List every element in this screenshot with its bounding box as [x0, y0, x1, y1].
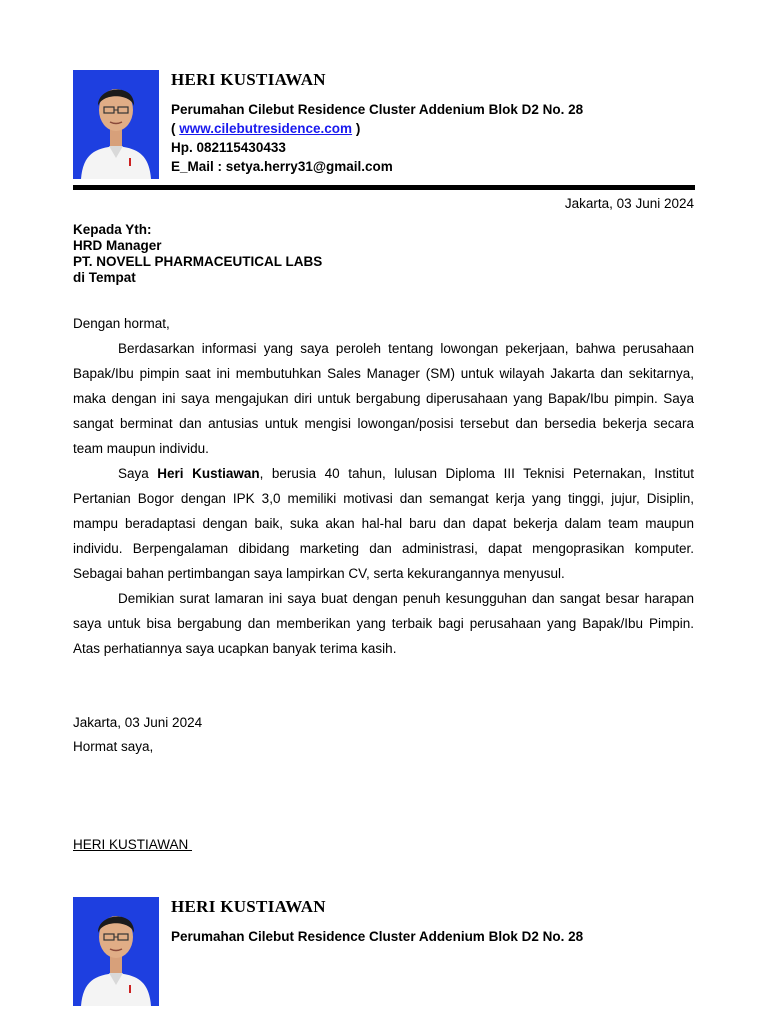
letter-body [73, 311, 694, 661]
header-email: E_Mail : setya.herry31@gmail.com [171, 159, 393, 174]
header-website-line [171, 119, 691, 138]
recipient-block [73, 222, 322, 286]
paragraph-1: Berdasarkan informasi yang saya peroleh tentang lowongan pekerjaan, bahwa perusahaan Bapak/Ibu pimpin saat ini membutuhkan Sales Manager (SM) untuk wilayah Jakarta dan sekitarnya, maka dengan ini saya mengajukan diri untuk bergabung diperusahaan yang Bapak/Ibu pimpin. Saya sangat berminat dan antusias untuk mengisi lowongan/posisi tersebut dan bersedia bekerja secara team maupun individu. [73, 341, 694, 456]
header-address: Perumahan Cilebut Residence Cluster Addenium Blok D2 No. 28 [171, 102, 584, 117]
applicant-name: Heri Kustiawan [157, 466, 260, 481]
closing-block [73, 711, 202, 759]
paragraph-2-rest: , berusia 40 tahun, lulusan Diploma III Teknisi Peternakan, Institut Pertanian Bogor dengan IPK 3,0 memiliki motivasi dan semangat kerja yang tinggi, jujur, Disiplin, mampu beradaptasi dengan baik, suka akan hal-hal baru dan dapat bekerja dalam team maupun individu. Berpengalaman dibidang marketing dan administrasi, dapat mengoprasikan komputer. Sebagai bahan pertimbangan saya lampirkan CV, serta kekurangannya menyusul. [73, 466, 694, 581]
header-divider [73, 185, 695, 190]
recipient-line-4: di Tempat [73, 270, 136, 285]
paragraph-2-prefix: Saya [118, 466, 158, 481]
header2-address: Perumahan Cilebut Residence Cluster Addenium Blok D2 No. 28 [171, 929, 584, 944]
profile-photo [73, 70, 159, 179]
header-phone: Hp. 082115430433 [171, 140, 286, 155]
website-close: ) [352, 121, 361, 136]
recipient-line-1: Kepada Yth: [73, 222, 152, 237]
website-link[interactable]: www.cilebutresidence.com [179, 121, 353, 136]
website-open: ( [171, 121, 180, 136]
header2-name: HERI KUSTIAWAN [171, 897, 326, 916]
header-name: HERI KUSTIAWAN [171, 70, 326, 89]
recipient-line-2: HRD Manager [73, 238, 162, 253]
paragraph-3: Demikian surat lamaran ini saya buat dengan penuh kesungguhan dan sangat besar harapan saya untuk bisa bergabung dan memberikan yang terbaik bagi perusahaan yang Bapak/Ibu Pimpin. Atas perhatiannya saya ucapkan banyak terima kasih. [73, 591, 694, 656]
recipient-line-3: PT. NOVELL PHARMACEUTICAL LABS [73, 254, 323, 269]
signature-name: HERI KUSTIAWAN [73, 837, 193, 852]
closing-phrase: Hormat saya, [73, 739, 154, 754]
contact-block-second [171, 897, 691, 946]
profile-photo-second [73, 897, 159, 1006]
closing-date: Jakarta, 03 Juni 2024 [73, 715, 203, 730]
letter-date: Jakarta, 03 Juni 2024 [564, 196, 694, 211]
paragraph-2 [73, 461, 694, 586]
contact-block [171, 70, 691, 176]
salutation: Dengan hormat, [73, 316, 170, 331]
